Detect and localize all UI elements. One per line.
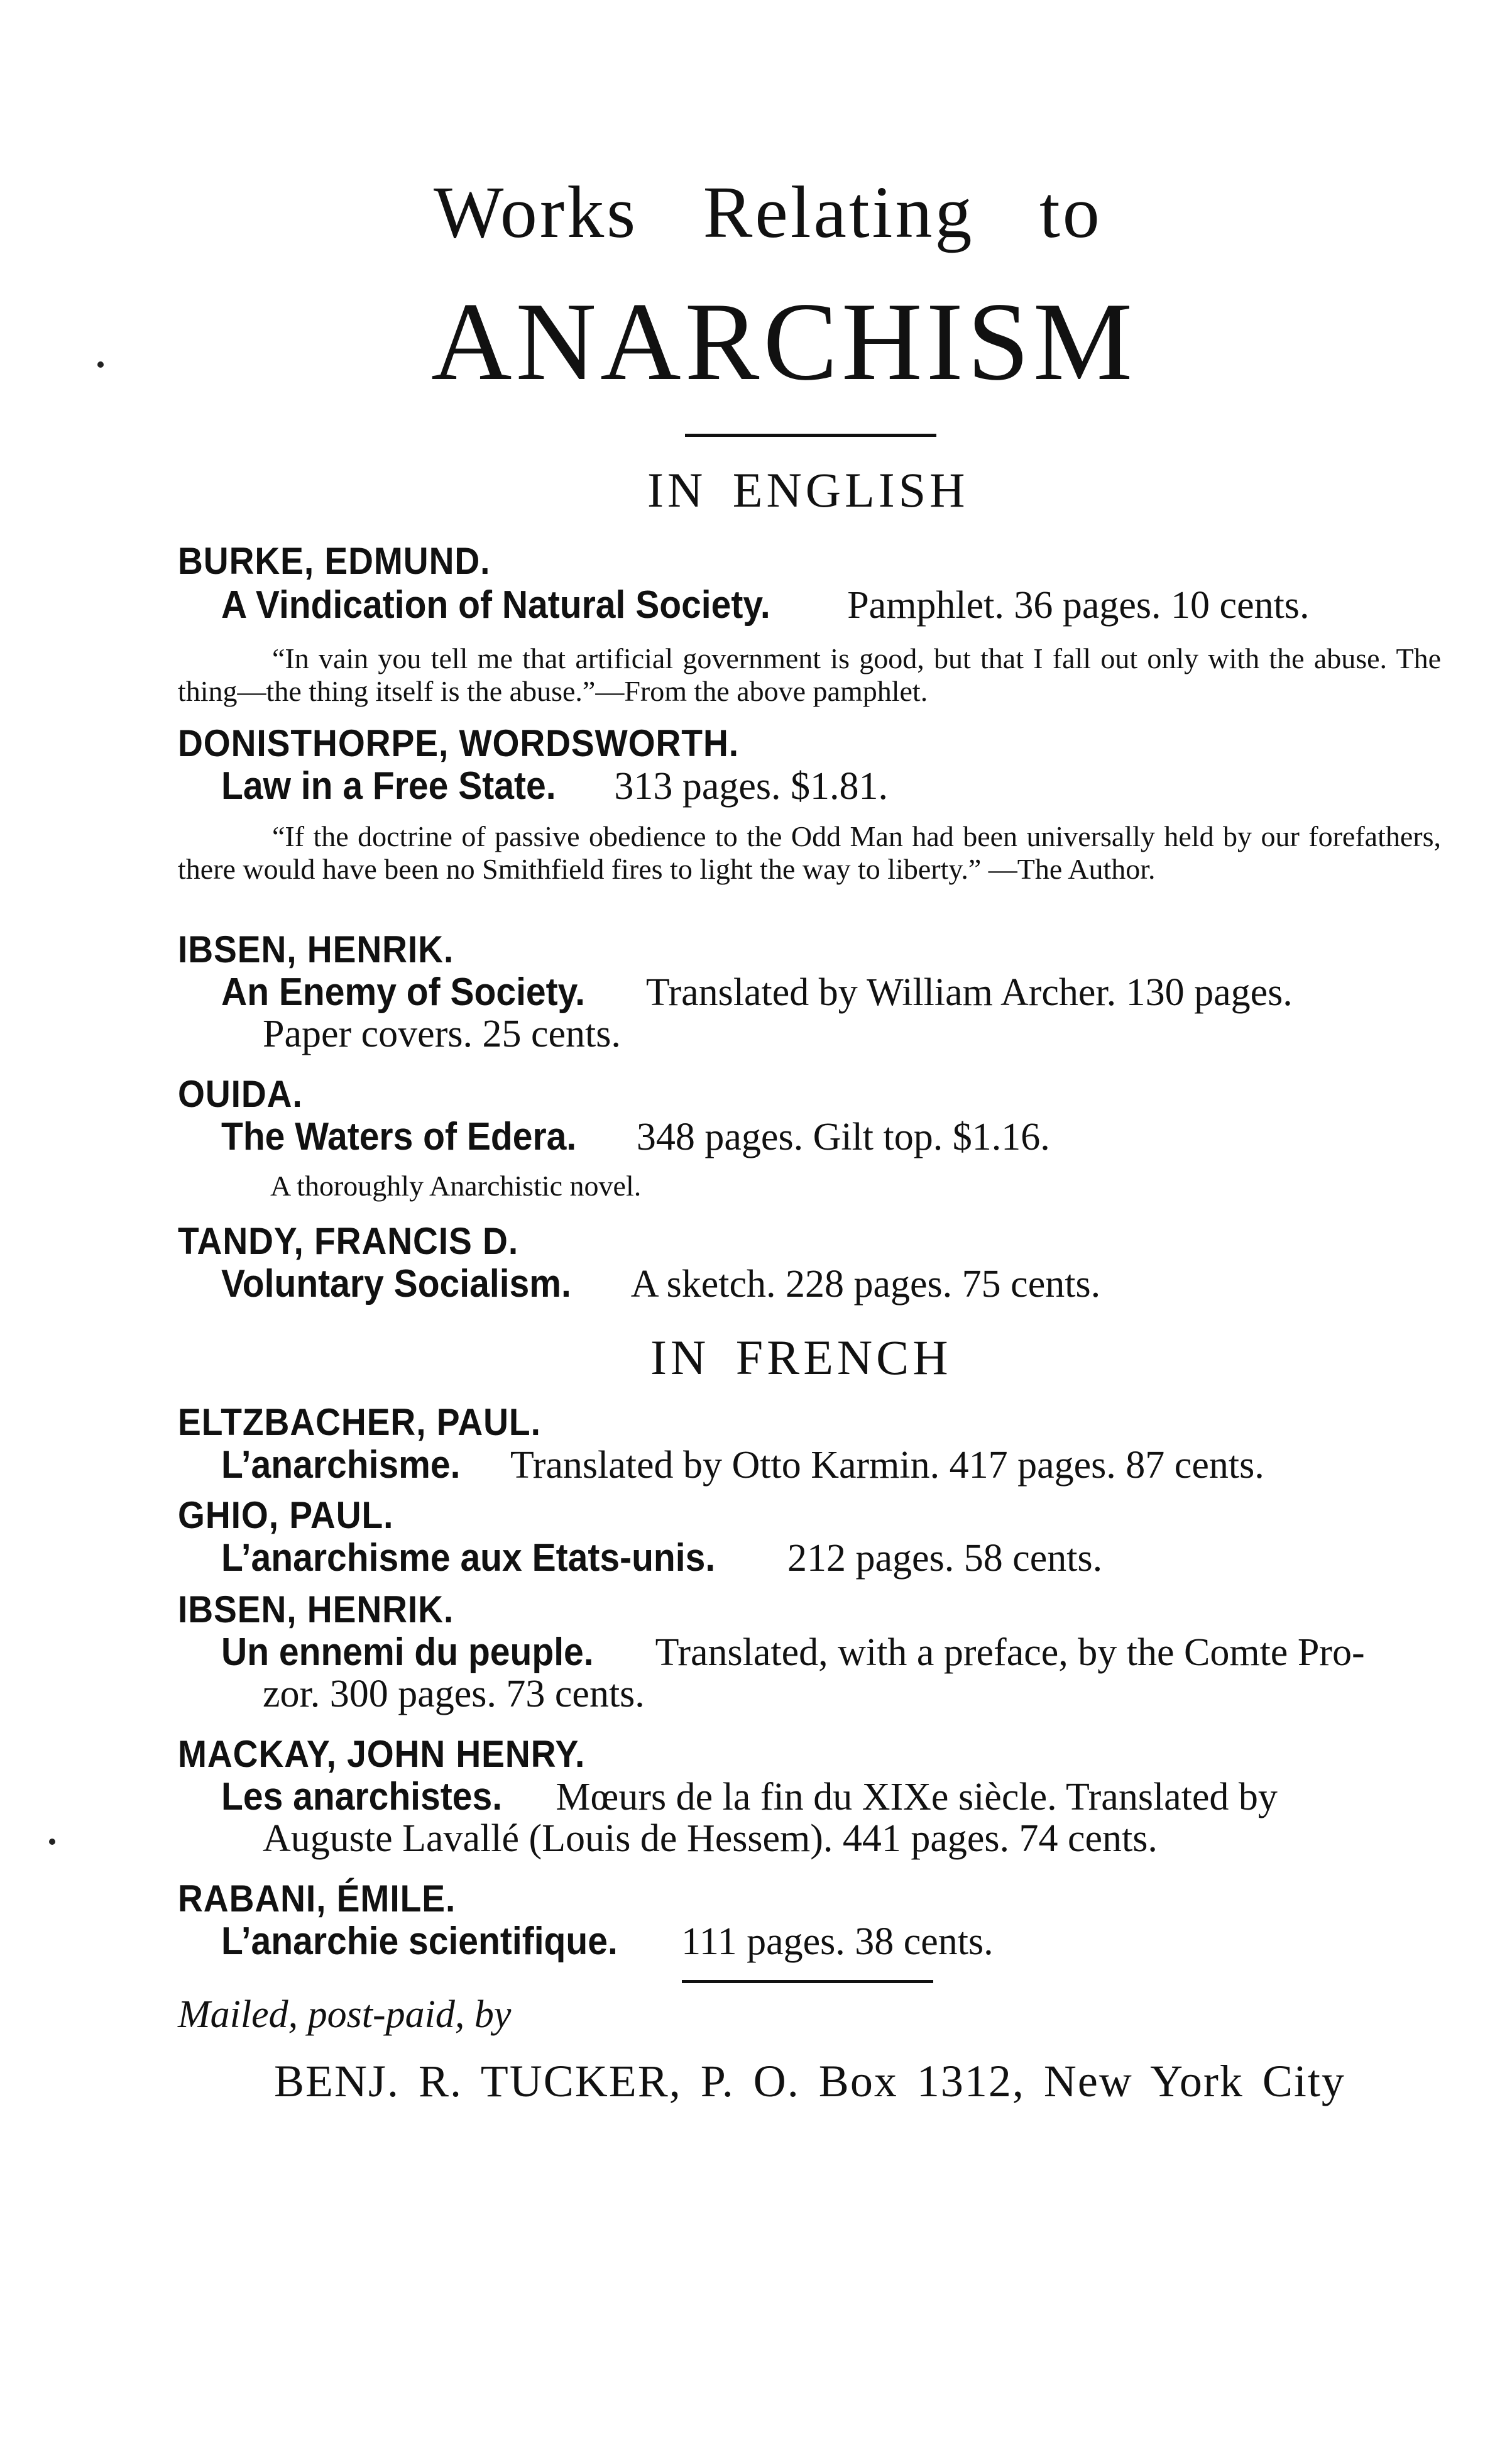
entry-title: L’anarchisme aux Etats-unis. bbox=[221, 1536, 716, 1580]
entry-work bbox=[221, 1444, 1440, 1486]
entry-detail: 313 pages. $1.81. bbox=[614, 765, 889, 808]
entry-author: GHIO, PAUL. bbox=[178, 1494, 394, 1536]
entry-detail-continued: zor. 300 pages. 73 cents. bbox=[263, 1673, 645, 1715]
entry-detail-continued: Paper covers. 25 cents. bbox=[263, 1013, 621, 1055]
section-heading-french: IN FRENCH bbox=[650, 1330, 952, 1385]
print-speck bbox=[97, 361, 104, 368]
entry-work bbox=[221, 1116, 1440, 1158]
page-title-line1: Works Relating to bbox=[434, 171, 1102, 253]
entry-title: An Enemy of Society. bbox=[221, 971, 585, 1014]
entry-title: Voluntary Socialism. bbox=[221, 1262, 571, 1306]
entry-detail: Translated, with a preface, by the Comte Pro- bbox=[655, 1631, 1365, 1674]
entry-author: ELTZBACHER, PAUL. bbox=[178, 1401, 541, 1443]
entry-author: OUIDA. bbox=[178, 1073, 303, 1115]
page-title: ANARCHISM bbox=[431, 279, 1137, 404]
entry-author: BURKE, EDMUND. bbox=[178, 540, 491, 582]
entry-title: Les anarchistes. bbox=[221, 1775, 503, 1818]
entry-work bbox=[221, 1537, 1440, 1579]
entry-author: MACKAY, JOHN HENRY. bbox=[178, 1733, 586, 1775]
entry-work bbox=[221, 766, 1440, 807]
entry-detail: Mœurs de la fin du XIXe siècle. Translated by bbox=[556, 1776, 1278, 1818]
entry-detail: 212 pages. 58 cents. bbox=[787, 1537, 1103, 1580]
divider-bottom bbox=[682, 1980, 933, 1983]
entry-detail: 348 pages. Gilt top. $1.16. bbox=[636, 1116, 1050, 1158]
entry-author: IBSEN, HENRIK. bbox=[178, 928, 454, 971]
entry-title: A Vindication of Natural Society. bbox=[221, 583, 770, 627]
entry-title: Law in a Free State. bbox=[221, 764, 556, 808]
entry-quote: “If the doctrine of passive obedience to the Odd Man had been universally held by our forefathers, there would have been no Smithfield fires to light the way to liberty.” —The Author. bbox=[178, 820, 1441, 885]
entry-title: L’anarchisme. bbox=[221, 1443, 461, 1487]
entry-work bbox=[221, 1776, 1440, 1859]
entry-author: RABANI, ÉMILE. bbox=[178, 1878, 456, 1920]
entry-work bbox=[221, 1632, 1440, 1715]
entry-detail: 111 pages. 38 cents. bbox=[681, 1920, 994, 1963]
entry-work bbox=[221, 1921, 1440, 1962]
entry-detail-continued: Auguste Lavallé (Louis de Hessem). 441 pages. 74 cents. bbox=[263, 1817, 1158, 1860]
entry-detail: A sketch. 228 pages. 75 cents. bbox=[630, 1263, 1101, 1306]
print-speck bbox=[49, 1839, 55, 1845]
entry-note: A thoroughly Anarchistic novel. bbox=[270, 1170, 642, 1202]
entry-detail: Translated by Otto Karmin. 417 pages. 87 cents. bbox=[510, 1444, 1264, 1487]
publisher-address: BENJ. R. TUCKER, P. O. Box 1312, New York City bbox=[274, 2056, 1345, 2106]
entry-detail: Pamphlet. 36 pages. 10 cents. bbox=[847, 584, 1310, 627]
divider-top bbox=[685, 434, 936, 437]
entry-work bbox=[221, 585, 1440, 626]
entry-work bbox=[221, 1263, 1440, 1305]
mailing-note: Mailed, post-paid, by bbox=[178, 1993, 512, 2036]
entry-detail: Translated by William Archer. 130 pages. bbox=[645, 971, 1293, 1014]
entry-quote: “In vain you tell me that artificial government is good, but that I fall out only with the abuse. The thing—the thing itself is the abuse.”—From the above pamphlet. bbox=[178, 642, 1441, 707]
section-heading-english: IN ENGLISH bbox=[647, 463, 969, 517]
entry-author: TANDY, FRANCIS D. bbox=[178, 1220, 519, 1262]
entry-author: IBSEN, HENRIK. bbox=[178, 1588, 454, 1630]
entry-title: L’anarchie scientifique. bbox=[221, 1920, 618, 1963]
entry-title: Un ennemi du peuple. bbox=[221, 1630, 594, 1674]
entry-author: DONISTHORPE, WORDSWORTH. bbox=[178, 722, 739, 764]
entry-work bbox=[221, 972, 1440, 1055]
entry-title: The Waters of Edera. bbox=[221, 1115, 577, 1158]
